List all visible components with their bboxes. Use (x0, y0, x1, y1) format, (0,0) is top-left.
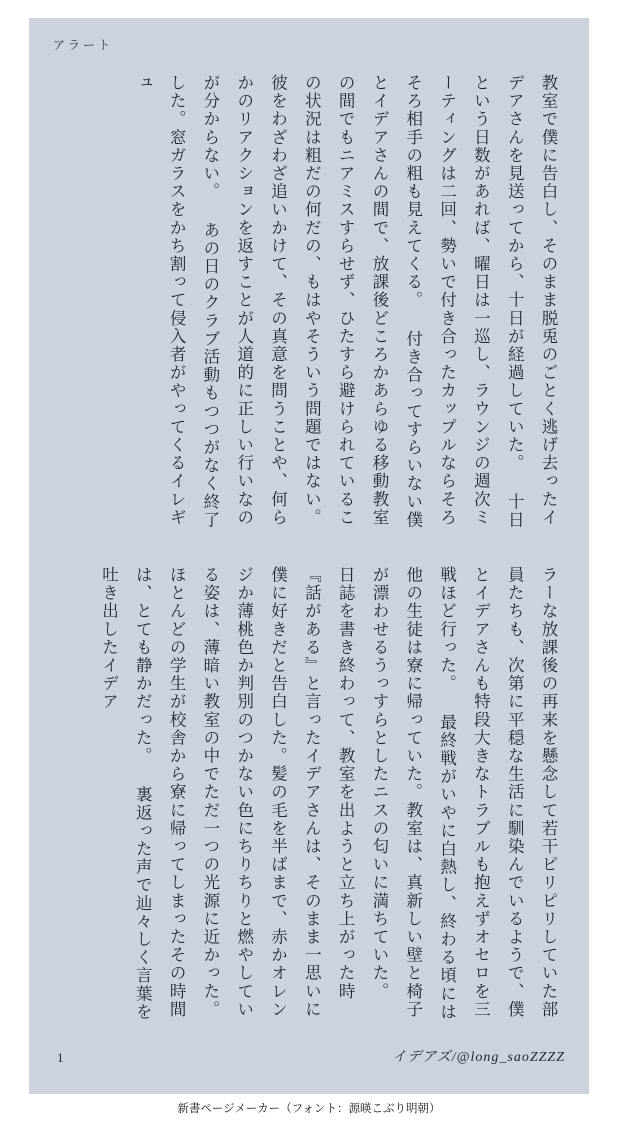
body-text-top: 教室で僕に告白し、そのまま脱兎のごとく逃げ去ったイデアさんを見送ってから、十日が経過していた。 十日という日数があれば、曜日は一巡し、ラウンジの週次ミーティングは二回、勢いで付き合ったカップルならそろそろ相手の粗も見えてくる。 付き合ってすらいない僕とイデアさんの間で、放課後どころかあらゆる移動教室の間でもニアミスすらせず、ひたすら避けられているこの状況は粗だの何だの、もはやそういう問題ではない。 彼をわざわざ追いかけて、その真意を問うことや、何らかのリアクションを返すことが人道的に正しい行いなのが分からない。 あの日のクラブ活動もつつがなく終了した。窓ガラスをかち割って侵入者がやってくるイレギュ (133, 74, 558, 529)
page-number: 1 (57, 1050, 64, 1065)
novel-page-sheet (29, 18, 589, 1094)
body-text-bottom: ラーな放課後の再来を懸念して若干ピリピリしていた部員たちも、次第に平穏な生活に馴染んでいるようで、僕とイデアさんも特段大きなトラブルも抱えずオセロを三戦ほど行った。 最終戦がいやに白熱し、終わる頃には他の生徒は寮に帰っていた。教室は、真新しい壁と椅子が漂わせるうっすらとしたニスの匂いに満ちていた。 日誌を書き終わって、教室を出ようと立ち上がった時『話がある』と言ったイデアさんは、そのまま一思いに僕に好きだと告白した。髪の毛を半ばまで、赤かオレンジか薄桃色か判別のつかない色にちりちりと燃やしている姿は、薄暗い教室の中でただ一つの光源に近かった。ほとんどの学生が校舎から寮に帰ってしまったその時間は、とても静かだった。 裏返った声で辿々しく言葉を吐き出したイデア (99, 566, 558, 1021)
alert-label: アラート (53, 38, 114, 52)
byline: イデアズ/@long_saoZZZZ (392, 1050, 565, 1065)
footer-credit: 新書ページメーカー（フォント：源暎こぶり明朝） (177, 1103, 441, 1115)
